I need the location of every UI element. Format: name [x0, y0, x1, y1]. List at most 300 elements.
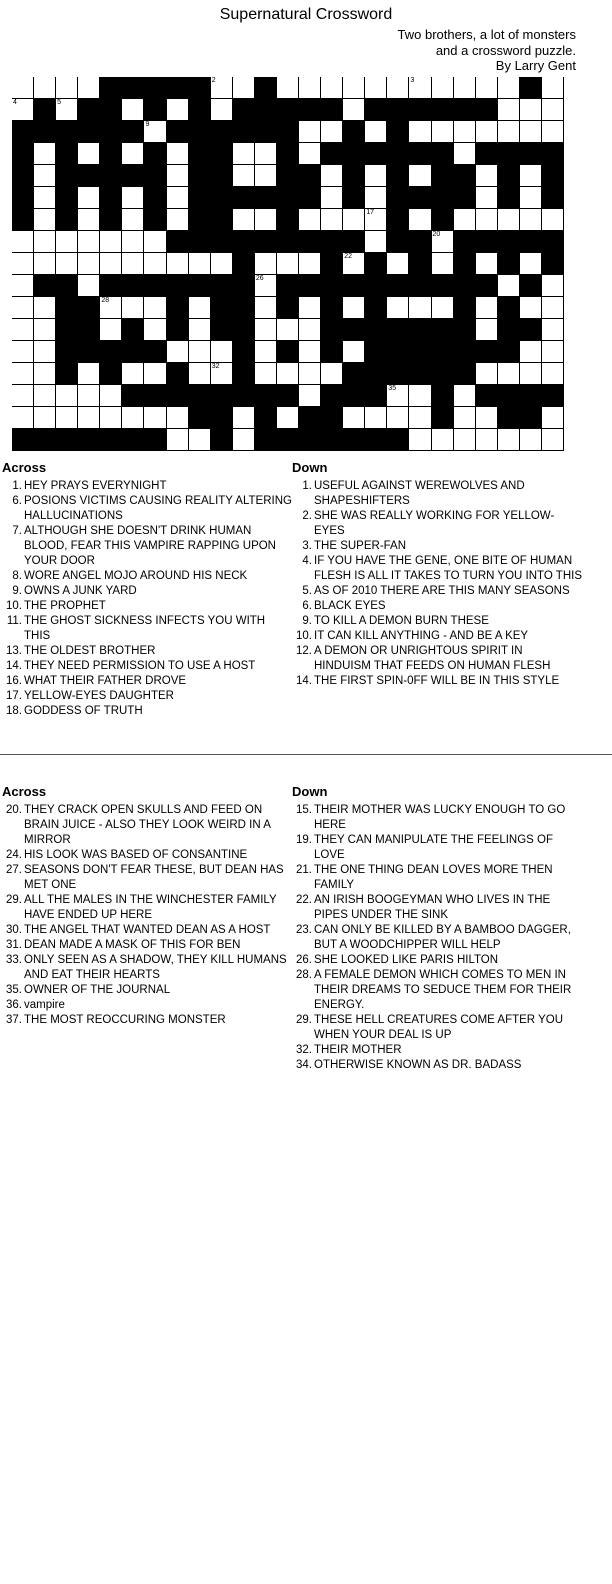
clue-number: 29. — [6, 894, 22, 906]
grid-cell[interactable] — [255, 297, 277, 319]
grid-cell[interactable] — [255, 275, 277, 297]
grid-cell[interactable] — [365, 121, 387, 143]
grid-cell[interactable] — [122, 209, 144, 231]
clue-item — [2, 569, 292, 584]
grid-cell[interactable] — [542, 363, 564, 385]
clue-text: THEIR MOTHER — [314, 1044, 402, 1056]
clue-text: HIS LOOK WAS BASED OF CONSANTINE — [24, 849, 248, 861]
grid-cell[interactable] — [277, 253, 299, 275]
grid-cell[interactable] — [34, 143, 56, 165]
grid-cell[interactable] — [189, 297, 211, 319]
clue-number: 3. — [302, 540, 312, 552]
grid-cell[interactable] — [12, 407, 34, 429]
grid-cell[interactable] — [409, 209, 431, 231]
grid-cell[interactable] — [299, 143, 321, 165]
grid-cell[interactable] — [78, 187, 100, 209]
grid-cell[interactable] — [144, 297, 166, 319]
grid-cell[interactable] — [454, 121, 476, 143]
grid-cell[interactable] — [122, 407, 144, 429]
grid-cell[interactable] — [167, 341, 189, 363]
grid-cell[interactable] — [34, 407, 56, 429]
grid-cell[interactable] — [211, 99, 233, 121]
grid-cell[interactable] — [432, 253, 454, 275]
grid-cell[interactable] — [189, 253, 211, 275]
grid-cell[interactable] — [255, 363, 277, 385]
grid-cell[interactable] — [432, 297, 454, 319]
grid-cell[interactable] — [299, 77, 321, 99]
grid-cell[interactable] — [343, 77, 365, 99]
grid-cell[interactable] — [255, 209, 277, 231]
clue-text: vampire — [24, 999, 65, 1011]
clue-number: 31. — [6, 939, 22, 951]
clue-text: ONLY SEEN AS A SHADOW, THEY KILL HUMANS AND EAT THEIR HEARTS — [24, 954, 287, 981]
grid-cell[interactable] — [542, 319, 564, 341]
clue-number: 27. — [6, 864, 22, 876]
clue-item — [292, 1058, 582, 1073]
grid-cell[interactable] — [233, 143, 255, 165]
across-heading: Across — [2, 460, 47, 475]
grid-cell[interactable] — [409, 297, 431, 319]
grid-cell[interactable] — [255, 253, 277, 275]
clue-item — [2, 938, 292, 953]
grid-cell[interactable] — [476, 77, 498, 99]
grid-cell[interactable] — [34, 231, 56, 253]
grid-cell[interactable] — [476, 253, 498, 275]
grid-cell[interactable] — [100, 253, 122, 275]
clue-number: 17. — [6, 690, 22, 702]
grid-cell[interactable] — [343, 209, 365, 231]
grid-cell[interactable] — [365, 209, 387, 231]
clue-number: 13. — [6, 645, 22, 657]
grid-cell[interactable] — [78, 231, 100, 253]
grid-cell[interactable] — [12, 385, 34, 407]
grid-cell[interactable] — [387, 297, 409, 319]
clue-item — [2, 803, 292, 848]
grid-cell[interactable] — [34, 297, 56, 319]
clue-number: 11. — [6, 615, 22, 627]
clue-number: 9. — [302, 615, 312, 627]
grid-cell[interactable] — [34, 319, 56, 341]
grid-cell[interactable] — [498, 99, 520, 121]
clue-text: OWNS A JUNK YARD — [24, 585, 137, 597]
grid-cell[interactable] — [12, 253, 34, 275]
grid-cell[interactable] — [78, 77, 100, 99]
grid-cell[interactable] — [299, 121, 321, 143]
clue-number: 24. — [6, 849, 22, 861]
grid-cell[interactable] — [432, 231, 454, 253]
grid-cell[interactable] — [34, 363, 56, 385]
grid-cell[interactable] — [211, 253, 233, 275]
clue-number: 37. — [6, 1014, 22, 1026]
grid-cell[interactable] — [387, 253, 409, 275]
grid-cell[interactable] — [520, 341, 542, 363]
clue-number: 34. — [296, 1059, 312, 1071]
grid-cell[interactable] — [167, 187, 189, 209]
grid-cell[interactable] — [78, 209, 100, 231]
clue-item — [2, 584, 292, 599]
grid-cell[interactable] — [211, 77, 233, 99]
down-clue-list — [292, 479, 582, 689]
grid-cell[interactable] — [476, 407, 498, 429]
grid-cell[interactable] — [12, 319, 34, 341]
cell-number: 26 — [255, 275, 264, 282]
grid-cell[interactable] — [34, 77, 56, 99]
grid-cell[interactable] — [233, 165, 255, 187]
grid-cell[interactable] — [78, 407, 100, 429]
grid-cell[interactable] — [122, 187, 144, 209]
grid-cell[interactable] — [520, 297, 542, 319]
clue-item — [292, 629, 582, 644]
grid-cell[interactable] — [454, 407, 476, 429]
grid-cell[interactable] — [498, 275, 520, 297]
grid-cell[interactable] — [409, 121, 431, 143]
clue-item — [292, 803, 582, 833]
clue-number: 30. — [6, 924, 22, 936]
grid-cell[interactable] — [542, 99, 564, 121]
grid-cell[interactable] — [34, 187, 56, 209]
grid-cell[interactable] — [343, 253, 365, 275]
grid-cell[interactable] — [299, 253, 321, 275]
grid-cell[interactable] — [299, 385, 321, 407]
clue-text: THEY NEED PERMISSION TO USE A HOST — [24, 660, 256, 672]
grid-cell[interactable] — [78, 385, 100, 407]
grid-cell[interactable] — [542, 275, 564, 297]
grid-cell[interactable] — [542, 77, 564, 99]
grid-cell[interactable] — [365, 165, 387, 187]
grid-cell[interactable] — [365, 231, 387, 253]
grid-cell[interactable] — [167, 143, 189, 165]
grid-cell[interactable] — [299, 319, 321, 341]
clue-item — [292, 584, 582, 599]
clue-item — [2, 659, 292, 674]
clue-text: TO KILL A DEMON BURN THESE — [314, 615, 489, 627]
grid-cell[interactable] — [78, 363, 100, 385]
grid-cell[interactable] — [321, 363, 343, 385]
clue-item — [292, 863, 582, 893]
grid-cell[interactable] — [365, 77, 387, 99]
grid-cell[interactable] — [56, 253, 78, 275]
clue-text: OTHERWISE KNOWN AS DR. BADASS — [314, 1059, 522, 1071]
clue-number: 1. — [12, 480, 22, 492]
down-clue-list-continued — [292, 803, 582, 1073]
grid-cell[interactable] — [343, 341, 365, 363]
clue-number: 20. — [6, 804, 22, 816]
across-clue-list-continued — [2, 803, 292, 1028]
crossword-grid — [12, 77, 564, 451]
cell-number: 22 — [344, 253, 352, 260]
clue-text: THESE HELL CREATURES COME AFTER YOU WHEN YOUR DEAL IS UP — [314, 1014, 564, 1041]
grid-cell[interactable] — [520, 209, 542, 231]
clue-item — [292, 893, 582, 923]
clue-item — [292, 554, 582, 584]
grid-cell[interactable] — [387, 77, 409, 99]
grid-cell[interactable] — [167, 165, 189, 187]
clue-item — [2, 479, 292, 494]
grid-cell[interactable] — [321, 121, 343, 143]
grid-cell[interactable] — [12, 231, 34, 253]
cell-number: 32 — [211, 363, 220, 370]
grid-cell[interactable] — [542, 341, 564, 363]
clue-number: 29. — [296, 1014, 312, 1026]
grid-cell[interactable] — [78, 275, 100, 297]
grid-cell[interactable] — [454, 385, 476, 407]
across-heading-continued: Across — [2, 784, 47, 799]
grid-cell[interactable] — [122, 297, 144, 319]
clue-number: 14. — [6, 660, 22, 672]
clue-item — [2, 689, 292, 704]
grid-cell[interactable] — [498, 363, 520, 385]
grid-cell[interactable] — [321, 77, 343, 99]
grid-cell[interactable] — [454, 143, 476, 165]
puzzle-subtitle — [276, 27, 576, 74]
grid-cell[interactable] — [409, 77, 431, 99]
clue-text: THE GHOST SICKNESS INFECTS YOU WITH THIS — [24, 615, 266, 642]
grid-cell[interactable] — [476, 363, 498, 385]
grid-cell[interactable] — [432, 429, 454, 451]
grid-cell[interactable] — [122, 143, 144, 165]
grid-cell[interactable] — [476, 429, 498, 451]
clue-item — [2, 614, 292, 644]
grid-cell[interactable] — [34, 341, 56, 363]
grid-cell[interactable] — [476, 319, 498, 341]
grid-cell[interactable] — [100, 407, 122, 429]
grid-cell[interactable] — [56, 99, 78, 121]
grid-cell[interactable] — [12, 77, 34, 99]
grid-cell[interactable] — [56, 231, 78, 253]
grid-cell[interactable] — [189, 341, 211, 363]
clue-item — [2, 599, 292, 614]
subtitle-line-2: and a crossword puzzle. — [435, 42, 576, 58]
clue-item — [292, 509, 582, 539]
grid-cell[interactable] — [56, 385, 78, 407]
page-divider — [0, 754, 612, 755]
grid-cell[interactable] — [432, 77, 454, 99]
grid-cell[interactable] — [476, 165, 498, 187]
clue-item — [292, 1043, 582, 1058]
clue-number: 9. — [12, 585, 22, 597]
clue-text: BLACK EYES — [314, 600, 386, 612]
clue-item — [2, 953, 292, 983]
clue-item — [2, 494, 292, 524]
grid-cell[interactable] — [343, 297, 365, 319]
grid-cell[interactable] — [255, 165, 277, 187]
grid-cell[interactable] — [520, 165, 542, 187]
clue-item — [292, 833, 582, 863]
grid-cell[interactable] — [122, 363, 144, 385]
grid-cell[interactable] — [498, 121, 520, 143]
grid-cell[interactable] — [255, 319, 277, 341]
clue-item — [292, 674, 582, 689]
grid-cell[interactable] — [34, 253, 56, 275]
clue-item — [292, 953, 582, 968]
grid-cell[interactable] — [56, 77, 78, 99]
grid-cell[interactable] — [56, 407, 78, 429]
grid-cell[interactable] — [520, 363, 542, 385]
clue-number: 12. — [296, 645, 312, 657]
grid-cell[interactable] — [189, 429, 211, 451]
grid-cell[interactable] — [542, 209, 564, 231]
grid-cell[interactable] — [542, 297, 564, 319]
grid-cell[interactable] — [520, 429, 542, 451]
grid-cell[interactable] — [12, 363, 34, 385]
grid-cell[interactable] — [255, 341, 277, 363]
clue-text: THE FIRST SPIN-0FF WILL BE IN THIS STYLE — [314, 675, 560, 687]
grid-cell[interactable] — [12, 341, 34, 363]
grid-cell[interactable] — [211, 341, 233, 363]
clue-text: ALTHOUGH SHE DOESN'T DRINK HUMAN BLOOD, FEAR THIS VAMPIRE RAPPING UPON YOUR DOOR — [24, 525, 276, 567]
cell-number: 9 — [145, 121, 150, 128]
grid-cell[interactable] — [520, 121, 542, 143]
grid-cell[interactable] — [277, 363, 299, 385]
grid-cell[interactable] — [321, 187, 343, 209]
clue-text: OWNER OF THE JOURNAL — [24, 984, 171, 996]
cell-number: 4 — [13, 99, 17, 106]
clue-item — [292, 599, 582, 614]
clue-text: POSIONS VICTIMS CAUSING REALITY ALTERING HALLUCINATIONS — [24, 495, 292, 522]
grid-cell[interactable] — [167, 209, 189, 231]
grid-cell[interactable] — [454, 77, 476, 99]
grid-cell[interactable] — [365, 187, 387, 209]
grid-cell[interactable] — [34, 385, 56, 407]
grid-cell[interactable] — [12, 99, 34, 121]
grid-cell[interactable] — [167, 429, 189, 451]
grid-cell[interactable] — [211, 363, 233, 385]
clue-text: THE PROPHET — [24, 600, 106, 612]
clue-number: 22. — [296, 894, 312, 906]
grid-cell[interactable] — [277, 407, 299, 429]
grid-cell[interactable] — [299, 341, 321, 363]
puzzle-author: By Larry Gent — [495, 58, 576, 73]
grid-cell[interactable] — [498, 77, 520, 99]
grid-cell[interactable] — [520, 253, 542, 275]
clue-text: THE MOST REOCCURING MONSTER — [24, 1014, 226, 1026]
clue-number: 4. — [302, 555, 312, 567]
grid-cell[interactable] — [409, 407, 431, 429]
clue-text: AS OF 2010 THERE ARE THIS MANY SEASONS — [314, 585, 570, 597]
clue-number: 1. — [302, 480, 312, 492]
grid-cell[interactable] — [144, 363, 166, 385]
grid-cell[interactable] — [409, 385, 431, 407]
grid-cell[interactable] — [12, 275, 34, 297]
grid-cell[interactable] — [432, 121, 454, 143]
grid-cell[interactable] — [189, 363, 211, 385]
grid-cell[interactable] — [12, 297, 34, 319]
grid-cell[interactable] — [542, 121, 564, 143]
grid-cell[interactable] — [476, 297, 498, 319]
clue-text: SHE WAS REALLY WORKING FOR YELLOW-EYES — [314, 510, 555, 537]
clue-item — [2, 524, 292, 569]
clue-item — [2, 848, 292, 863]
grid-cell[interactable] — [144, 319, 166, 341]
grid-cell[interactable] — [144, 407, 166, 429]
grid-cell[interactable] — [122, 99, 144, 121]
grid-cell[interactable] — [144, 231, 166, 253]
grid-cell[interactable] — [144, 121, 166, 143]
clue-number: 16. — [6, 675, 22, 687]
grid-cell[interactable] — [277, 319, 299, 341]
clue-number: 19. — [296, 834, 312, 846]
grid-cell[interactable] — [343, 407, 365, 429]
clue-text: THEY CRACK OPEN SKULLS AND FEED ON BRAIN JUICE - ALSO THEY LOOK WEIRD IN A MIRROR — [24, 804, 271, 846]
grid-cell[interactable] — [387, 407, 409, 429]
clue-number: 6. — [12, 495, 22, 507]
grid-cell[interactable] — [277, 77, 299, 99]
grid-cell[interactable] — [299, 363, 321, 385]
grid-cell[interactable] — [167, 99, 189, 121]
grid-cell[interactable] — [78, 143, 100, 165]
grid-cell[interactable] — [498, 209, 520, 231]
cell-number: 17 — [366, 209, 375, 216]
grid-cell[interactable] — [542, 429, 564, 451]
grid-cell[interactable] — [520, 187, 542, 209]
across-clue-list — [2, 479, 292, 719]
clue-item — [292, 539, 582, 554]
clue-text: THE SUPER-FAN — [314, 540, 407, 552]
grid-cell[interactable] — [520, 99, 542, 121]
grid-cell[interactable] — [167, 253, 189, 275]
grid-cell[interactable] — [498, 429, 520, 451]
clue-number: 28. — [296, 969, 312, 981]
clue-item — [2, 704, 292, 719]
clue-text: THEY CAN MANIPULATE THE FEELINGS OF LOVE — [314, 834, 553, 861]
grid-cell[interactable] — [255, 143, 277, 165]
grid-cell[interactable] — [454, 209, 476, 231]
grid-cell[interactable] — [299, 209, 321, 231]
grid-cell[interactable] — [476, 187, 498, 209]
clue-text: GODDESS OF TRUTH — [24, 705, 143, 717]
grid-cell[interactable] — [542, 407, 564, 429]
cell-number: 28 — [101, 297, 110, 304]
grid-cell[interactable] — [122, 231, 144, 253]
grid-cell[interactable] — [387, 385, 409, 407]
clue-text: WHAT THEIR FATHER DROVE — [24, 675, 187, 687]
grid-cell[interactable] — [122, 253, 144, 275]
grid-cell[interactable] — [409, 165, 431, 187]
grid-cell[interactable] — [144, 253, 166, 275]
grid-cell[interactable] — [233, 77, 255, 99]
clue-text: THE ANGEL THAT WANTED DEAN AS A HOST — [24, 924, 271, 936]
grid-cell[interactable] — [100, 319, 122, 341]
grid-cell[interactable] — [365, 407, 387, 429]
clue-number: 21. — [296, 864, 312, 876]
grid-cell[interactable] — [454, 429, 476, 451]
grid-cell[interactable] — [34, 209, 56, 231]
grid-cell[interactable] — [321, 165, 343, 187]
grid-cell[interactable] — [476, 209, 498, 231]
grid-cell[interactable] — [34, 165, 56, 187]
grid-cell[interactable] — [100, 385, 122, 407]
grid-cell[interactable] — [189, 319, 211, 341]
grid-cell[interactable] — [167, 407, 189, 429]
grid-cell[interactable] — [476, 121, 498, 143]
grid-cell[interactable] — [409, 429, 431, 451]
grid-cell[interactable] — [233, 407, 255, 429]
grid-cell[interactable] — [100, 297, 122, 319]
clue-text: DEAN MADE A MASK OF THIS FOR BEN — [24, 939, 241, 951]
grid-cell[interactable] — [233, 209, 255, 231]
clue-text: USEFUL AGAINST WEREWOLVES AND SHAPESHIFTERS — [314, 480, 525, 507]
grid-cell[interactable] — [78, 253, 100, 275]
grid-cell[interactable] — [233, 429, 255, 451]
clue-item — [2, 674, 292, 689]
clue-text: THEIR MOTHER WAS LUCKY ENOUGH TO GO HERE — [314, 804, 566, 831]
grid-cell[interactable] — [299, 297, 321, 319]
clue-number: 6. — [302, 600, 312, 612]
grid-cell[interactable] — [100, 231, 122, 253]
clue-text: YELLOW-EYES DAUGHTER — [24, 690, 174, 702]
grid-cell[interactable] — [343, 99, 365, 121]
grid-cell[interactable] — [321, 209, 343, 231]
